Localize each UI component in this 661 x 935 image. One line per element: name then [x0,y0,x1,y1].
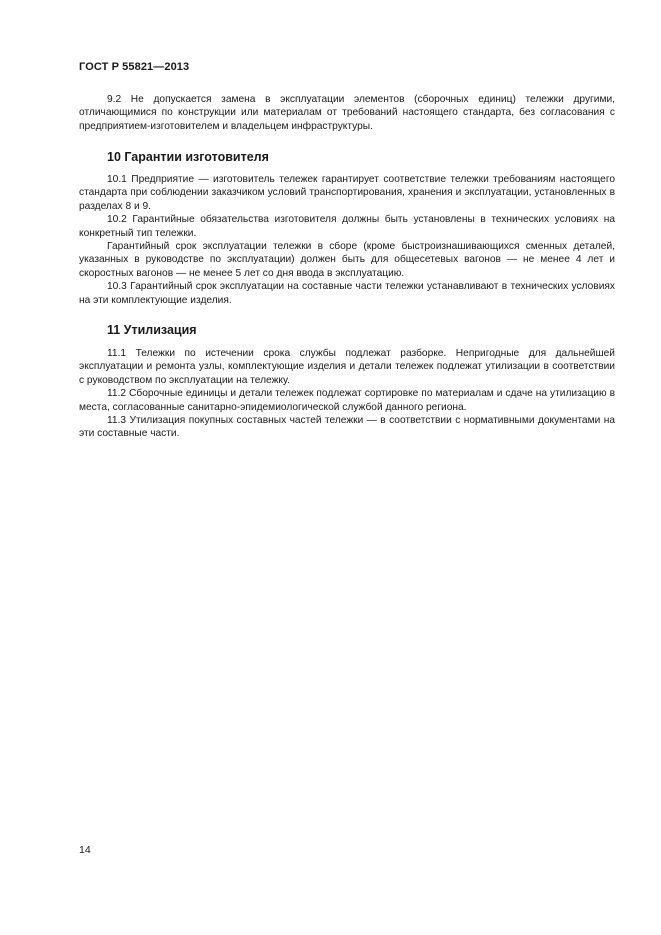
section-10-body [79,173,615,307]
paragraph-9-2: 9.2 Не допускается замена в эксплуатации элементов (сборочных единиц) тележки другими, отличающимися по конструкции или материалам от требований настоящего стандарта, без согласования с предприятием-изготовителем и владельцем инфраструктуры. [79,94,615,132]
section-10-heading: 10 Гарантии изготовителя [107,150,269,164]
paragraph-11-2: 11.2 Сборочные единицы и детали тележек подлежат сортировке по материалам и сдаче на утилизацию в места, согласованные санитарно-эпидемиологической службой данного региона. [79,388,615,413]
paragraph-11-1: 11.1 Тележки по истечении срока службы подлежат разборке. Непригодные для дальнейшей эксплуатации и ремонта узлы, комплектующие изделия и детали тележек подлежат утилизации в соответствии с руководством по эксплуатации на тележку. [79,348,615,386]
section-11-heading: 11 Утилизация [107,323,197,337]
paragraph-11-3: 11.3 Утилизация покупных составных частей тележки — в соответствии с нормативными документами на эти составные части. [79,415,615,440]
section-9-continuation [79,93,615,133]
paragraph-10-3: 10.3 Гарантийный срок эксплуатации на составные части тележки устанавливают в технических условиях на эти комплектующие изделия. [79,281,615,306]
paragraph-10-2: 10.2 Гарантийные обязательства изготовителя должны быть установлены в технических условиях на конкретный тип тележки. [79,214,615,239]
section-11-body [79,347,615,441]
page-number: 14 [79,844,91,856]
document-code: ГОСТ Р 55821—2013 [79,61,190,73]
paragraph-10-2-warranty-term: Гарантийный срок эксплуатации тележки в сборе (кроме быстроизнашивающихся сменных деталей, указанных в руководстве по эксплуатации) должен быть для общесетевых вагонов — не менее 4 лет и скоростных вагонов — не менее 5 лет со дня ввода в эксплуатацию. [79,241,615,279]
paragraph-10-1: 10.1 Предприятие — изготовитель тележек гарантирует соответствие тележки требованиям настоящего стандарта при соблюдении заказчиком условий транспортирования, хранения и эксплуатации, установленных в разделах 8 и 9. [79,174,615,212]
